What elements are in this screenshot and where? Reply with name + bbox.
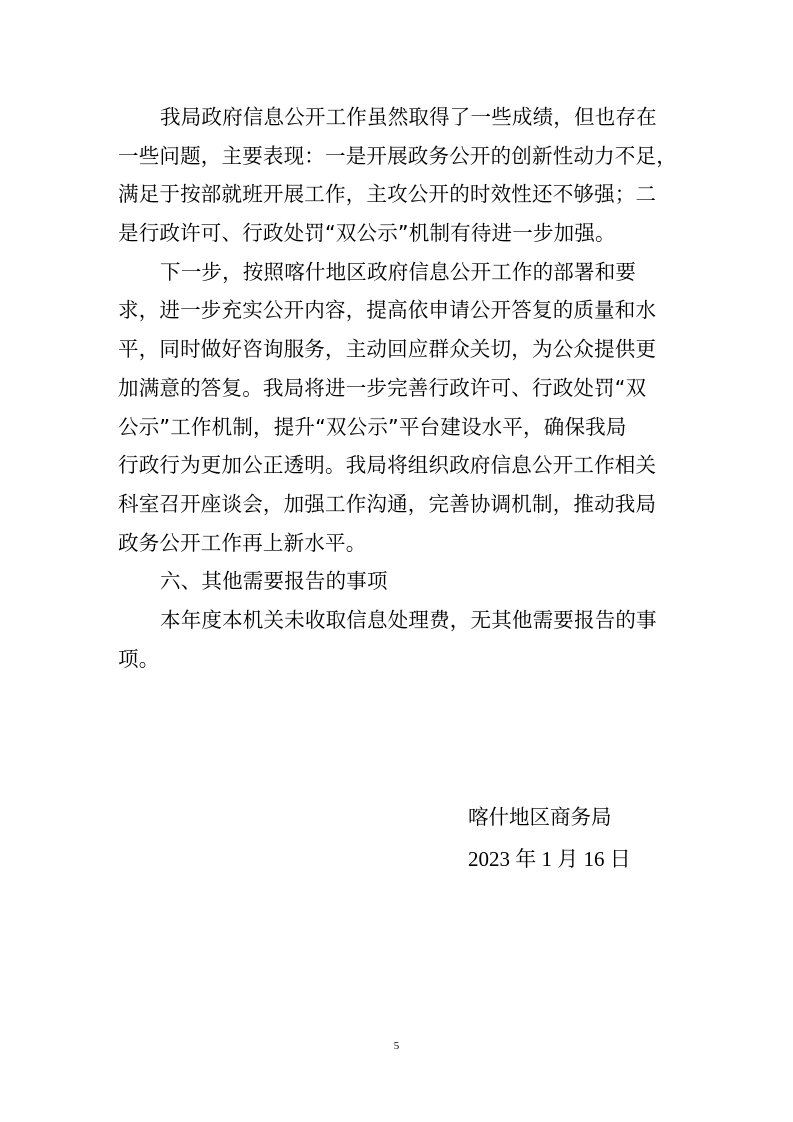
paragraph-1-line-1: 我局政府信息公开工作虽然取得了一些成绩，但也存在 xyxy=(160,105,657,129)
signature-block xyxy=(468,796,728,880)
page-number: 5 xyxy=(393,1040,400,1052)
paragraph-1-line-4: 是行政许可、行政处罚“双公示”机制有待进一步加强。 xyxy=(118,221,616,246)
signature-organization: 喀什地区商务局 xyxy=(468,805,612,829)
report-body xyxy=(118,98,678,678)
paragraph-1-line-2: 一些问题，主要表现：一是开展政务公开的创新性动力不足， xyxy=(118,143,677,168)
paragraph-2-line-4: 加满意的答复。我局将进一步完善行政许可、行政处罚“双 xyxy=(118,375,647,400)
paragraph-2-line-6: 行政行为更加公正透明。我局将组织政府信息公开工作相关 xyxy=(118,453,657,478)
paragraph-4-line-1: 本年度本机关未收取信息处理费，无其他需要报告的事 xyxy=(160,607,657,632)
paragraph-4-line-2: 项。 xyxy=(118,646,160,671)
signature-date: 2023 年 1 月 16 日 xyxy=(468,847,631,871)
paragraph-2-line-1: 下一步，按照喀什地区政府信息公开工作的部署和要 xyxy=(160,259,637,284)
paragraph-2-line-3: 平，同时做好咨询服务，主动回应群众关切，为公众提供更 xyxy=(118,337,657,362)
section-heading-other-matters: 六、其他需要报告的事项 xyxy=(160,569,388,594)
paragraph-1-line-3: 满足于按部就班开展工作，主攻公开的时效性还不够强；二 xyxy=(118,182,657,207)
paragraph-2-line-5: 公示”工作机制，提升“双公示”平台建设水平，确保我局 xyxy=(118,414,627,439)
paragraph-2-line-8: 政务公开工作再上新水平。 xyxy=(118,530,367,555)
paragraph-2-line-2: 求，进一步充实公开内容，提高依申请公开答复的质量和水 xyxy=(118,298,657,323)
paragraph-2-line-7: 科室召开座谈会，加强工作沟通，完善协调机制，推动我局 xyxy=(118,491,657,516)
